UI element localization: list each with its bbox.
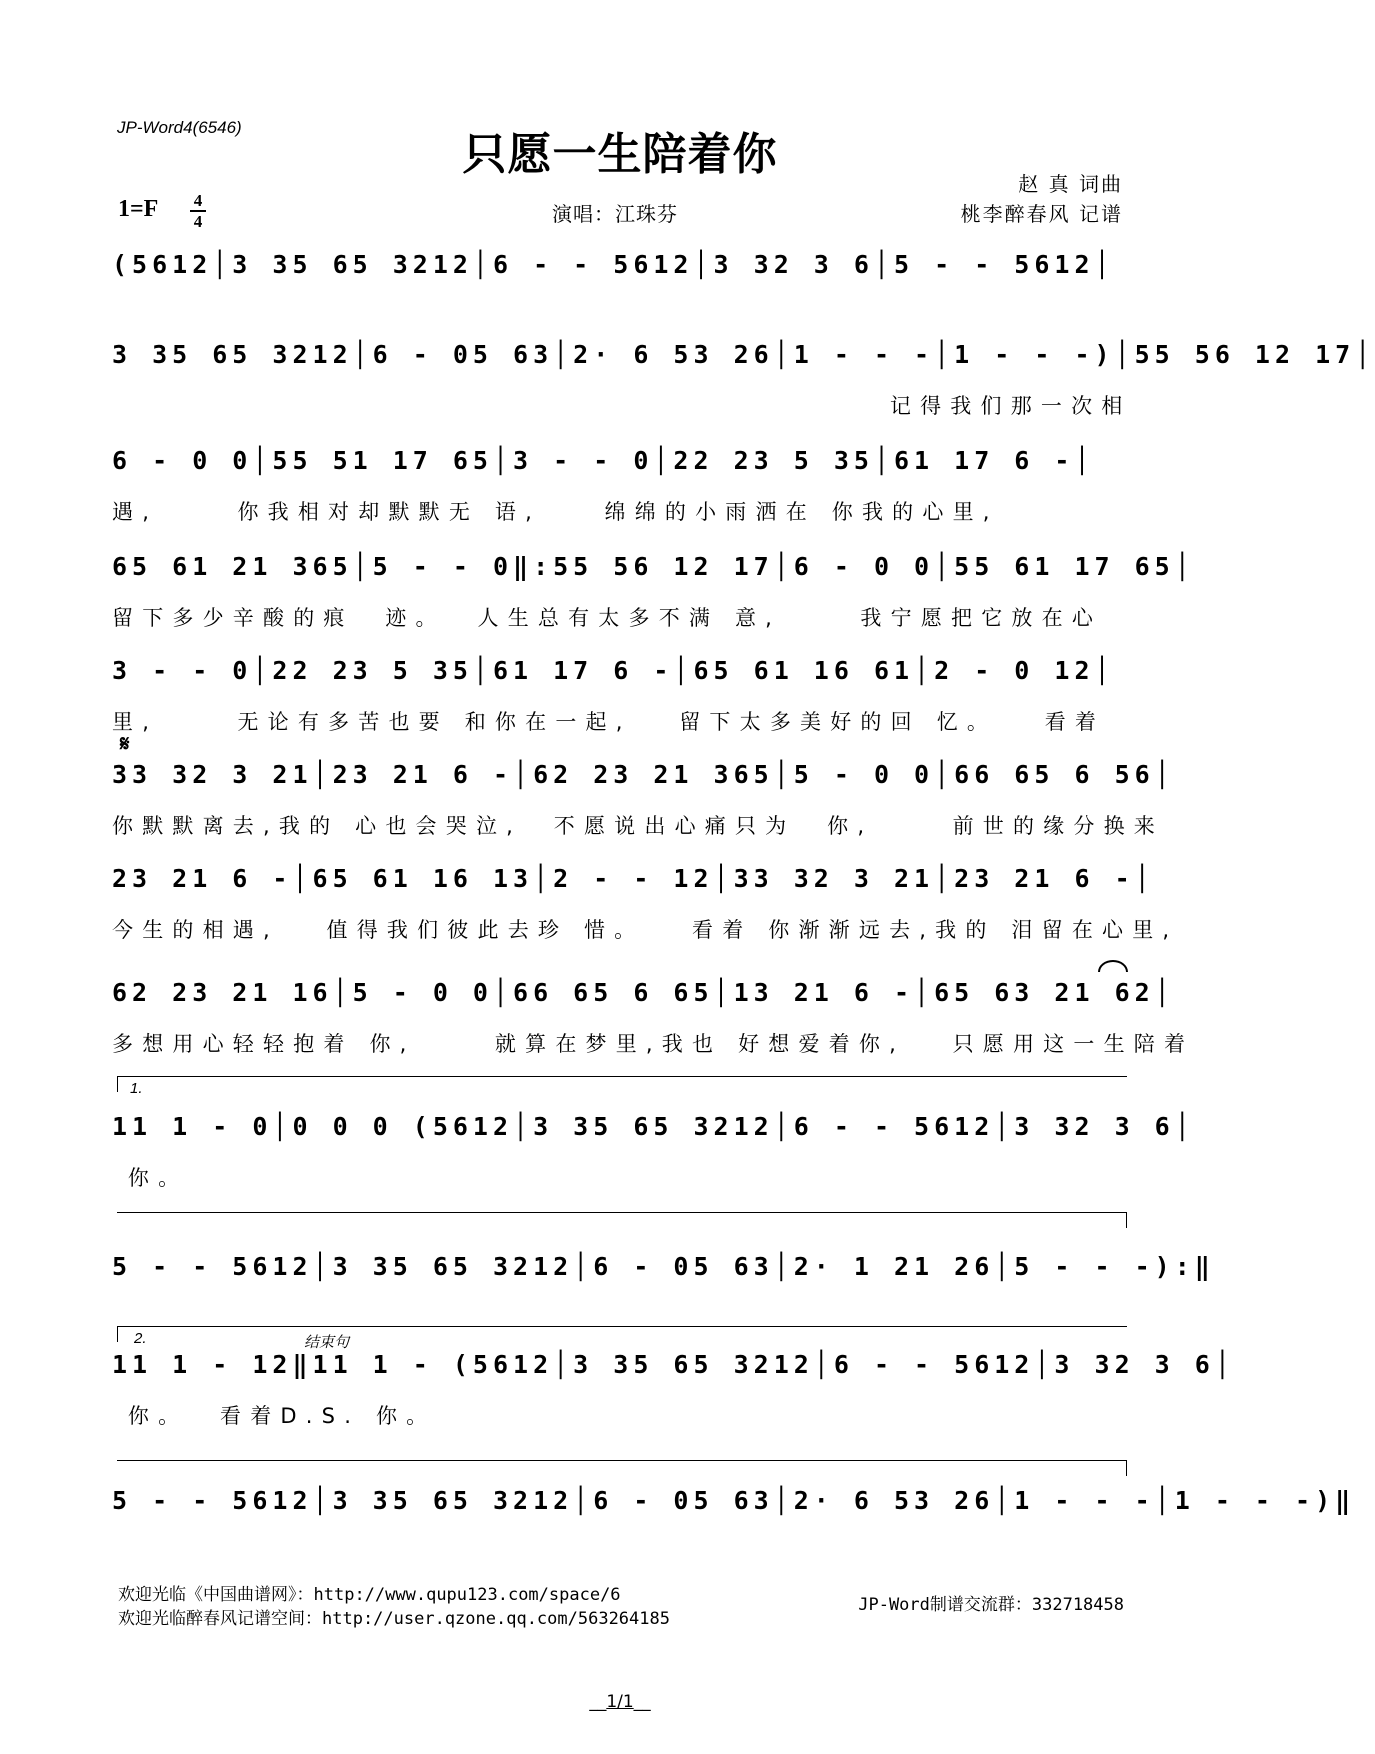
lyricist-composer: 赵 真 词曲 bbox=[1018, 172, 1123, 196]
notes-line: 62 23 21 16│5 - 0 0│66 65 6 65│13 21 6 -│65 63 21 62│ bbox=[112, 978, 1175, 1007]
coda-label: 结束句 bbox=[304, 1334, 350, 1351]
notes-line: 11 1 - 0│0 0 0 (5612│3 35 65 3212│6 - - 5612│3 32 3 6│ bbox=[112, 1112, 1195, 1141]
segno-sign: 𝄋 bbox=[120, 732, 130, 757]
ending-bracket-1-continued bbox=[117, 1212, 1127, 1213]
song-title: 只愿一生陪着你 bbox=[462, 129, 778, 180]
notes-line: 5 - - 5612│3 35 65 3212│6 - 05 63│2· 1 21 26│5 - - -):‖ bbox=[112, 1252, 1215, 1281]
time-signature bbox=[190, 192, 206, 230]
footer-group: JP-Word制谱交流群：332718458 bbox=[858, 1595, 1124, 1615]
ending-bracket-2-continued bbox=[117, 1460, 1127, 1461]
time-bottom: 4 bbox=[193, 212, 203, 231]
notes-line: 23 21 6 -│65 61 16 13│2 - - 12│33 32 3 21│23 21 6 -│ bbox=[112, 864, 1155, 893]
ending-bracket-2 bbox=[117, 1326, 1127, 1327]
notes-line: 3 - - 0│22 23 5 35│61 17 6 -│65 61 16 61│2 - 0 12│ bbox=[112, 656, 1115, 685]
tie-mark bbox=[1098, 960, 1128, 972]
notes-line: 6 - 0 0│55 51 17 65│3 - - 0│22 23 5 35│61 17 6 -│ bbox=[112, 446, 1095, 475]
notes-line: (5612│3 35 65 3212│6 - - 5612│3 32 3 6│5 - - 5612│ bbox=[112, 250, 1115, 279]
page-number-text: 1/1 bbox=[606, 1692, 634, 1712]
notes-line: 11 1 - 12‖11 1 - (5612│3 35 65 3212│6 - - 5612│3 32 3 6│ bbox=[112, 1350, 1235, 1379]
key-signature: 1=F bbox=[118, 196, 159, 222]
notes-line: 5 - - 5612│3 35 65 3212│6 - 05 63│2· 6 53 26│1 - - -│1 - - -)‖ bbox=[112, 1486, 1356, 1515]
notes-line: 3 35 65 3212│6 - 05 63│2· 6 53 26│1 - - -│1 - - -)│55 56 12 17│ bbox=[112, 340, 1375, 369]
ending-bracket-tick bbox=[117, 1326, 118, 1342]
lyrics-line: 今生的相遇, 值得我们彼此去珍 惜。 看着 你渐渐远去,我的 泪留在心里, bbox=[112, 918, 1179, 942]
lyrics-line: 多想用心轻轻抱着 你, 就算在梦里,我也 好想爱着你, 只愿用这一生陪着 bbox=[112, 1032, 1195, 1056]
ending-bracket-tick bbox=[117, 1076, 118, 1092]
transcriber: 桃李醉春风 记谱 bbox=[960, 202, 1123, 226]
ending-bracket-tick bbox=[1126, 1212, 1127, 1228]
software-label: JP-Word4(6546) bbox=[117, 118, 242, 137]
notes-line: 65 61 21 365│5 - - 0‖:55 56 12 17│6 - 0 0│55 61 17 65│ bbox=[112, 552, 1195, 581]
ending-bracket-1 bbox=[117, 1076, 1127, 1077]
time-top: 4 bbox=[193, 191, 203, 210]
lyrics-line: 你默默离去,我的 心也会哭泣, 不愿说出心痛只为 你, 前世的缘分换来 bbox=[112, 814, 1164, 838]
lyrics-line: 里, 无论有多苦也要 和你在一起, 留下太多美好的回 忆。 看着 bbox=[112, 710, 1106, 734]
footer-space-link: 欢迎光临醉春风记谱空间：http://user.qzone.qq.com/563264185 bbox=[118, 1609, 670, 1629]
second-ending-label: 2. bbox=[134, 1330, 147, 1347]
lyrics-line: 记得我们那一次相 bbox=[112, 394, 1132, 418]
lyrics-line: 你。 bbox=[112, 1166, 189, 1190]
notes-line: 33 32 3 21│23 21 6 -│62 23 21 365│5 - 0 0│66 65 6 56│ bbox=[112, 760, 1175, 789]
footer-site-link: 欢迎光临《中国曲谱网》：http://www.qupu123.com/space/6 bbox=[118, 1585, 621, 1605]
lyrics-line: 你。 看着D.S. 你。 bbox=[112, 1404, 437, 1428]
page-number: __1/1__ bbox=[589, 1692, 651, 1712]
singer: 演唱：江珠芬 bbox=[552, 202, 678, 226]
lyrics-line: 留下多少辛酸的痕 迹。 人生总有太多不满 意, 我宁愿把它放在心 bbox=[112, 606, 1103, 630]
first-ending-label: 1. bbox=[130, 1080, 143, 1097]
ending-bracket-tick bbox=[1126, 1460, 1127, 1476]
lyrics-line: 遇, 你我相对却默默无 语, 绵绵的小雨洒在 你我的心里, bbox=[112, 500, 999, 524]
